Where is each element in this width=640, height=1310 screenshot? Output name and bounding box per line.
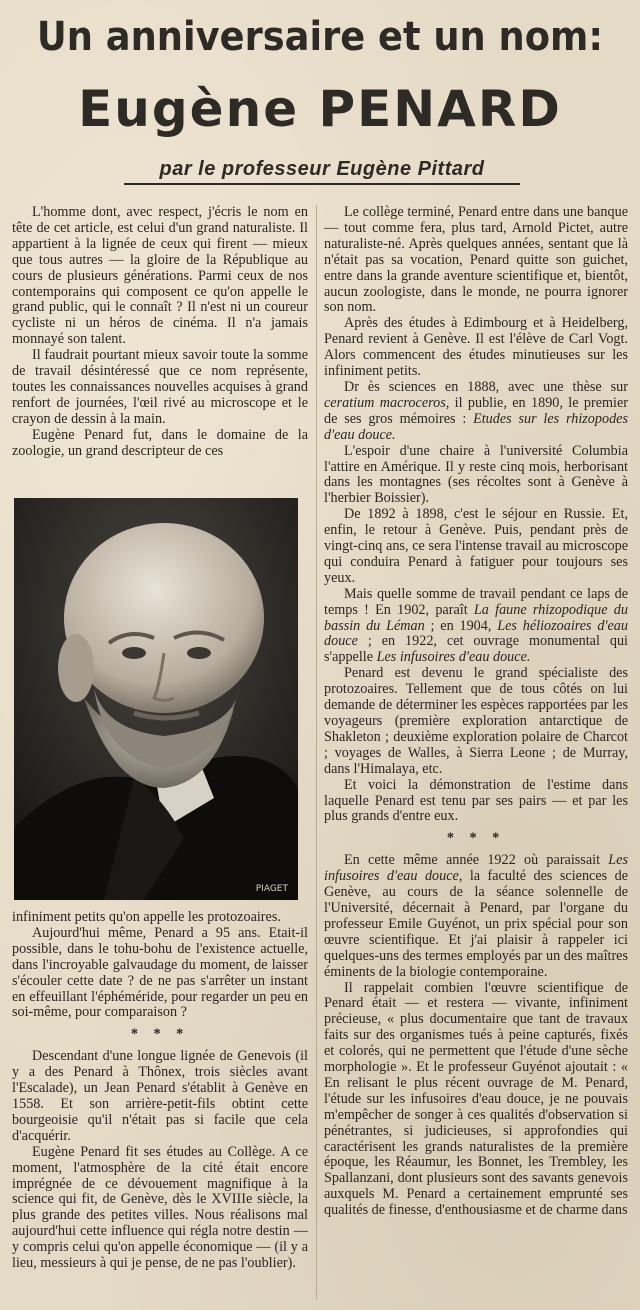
photo-signature: PIAGET xyxy=(255,884,288,894)
italic-title: Les infusoires d'eau douce. xyxy=(376,649,531,666)
paragraph xyxy=(324,587,628,667)
paragraph: Après des études à Edimbourg et à Heidelberg, Penard revient à Genève. Il est l'élève de Carl Vogt. Alors commencent des études minutieuses sur les infiniment petits. xyxy=(324,315,628,380)
paragraph: Descendant d'une longue lignée de Genevois (il y a des Penard à Thônex, trois siècles avant l'Escalade), un Jean Penard s'établit à Genève en 1558. Et son arrière-petit-fils obtint cette bourgeoisie qu'il n'était pas si facile que cela d'acquérir. xyxy=(12,1048,308,1144)
byline: par le professeur Eugène Pittard xyxy=(124,158,520,185)
paragraph: Eugène Penard fit ses études au Collège. A ce moment, l'atmosphère de la cité était encore imprégnée de ce dévouement magnifique à la science qui fit, de Genève, dès le XVIIIe siècle, la plus grande des petites villes. Nous réalisons mal aujourd'hui cette influence qui régla notre destin — y compris celui qu'on appelle économique — (il y a lieu, messieurs à qui je pense, de ne pas l'oublier). xyxy=(12,1143,308,1272)
headline-line-1: Un anniversaire et un nom: xyxy=(36,14,604,60)
italic-title: Les héliozoaires d'eau douce xyxy=(324,617,628,650)
text-run: , la faculté des sciences de Genève, au cours de la séance solennelle de l'Université, décernait à Penard, par l'organe du professeur Emile Guyénot, un prix spécial pour son œuvre scientifique. Et j'ai plaisir à rappeler ici quelques-uns des termes employés par un des maîtres éminents de la biologie contemporaine. xyxy=(324,868,628,980)
paragraph: De 1892 à 1898, c'est le séjour en Russie. Et, enfin, le retour à Genève. Puis, pendant près de vingt-cinq ans, ce sera l'intense travail au microscope qui conduira Penard à fatiguer pour toujours ses yeux. xyxy=(324,506,628,586)
text-run: , il publie, en 1890, le premier de ses gros mémoires : xyxy=(324,394,628,427)
paragraph: L'espoir d'une chaire à l'université Columbia l'attire en Amérique. Il y reste cinq mois, herborisant dans les montagnes (ses récoltes sont à Genève à l'herbier Boissier). xyxy=(324,442,628,507)
paragraph: Eugène Penard fut, dans le domaine de la zoologie, un grand descripteur de ces xyxy=(12,426,308,459)
text-run: ; en 1904, xyxy=(424,617,498,634)
paragraph: Il rappelait combien l'œuvre scientifique de Penard était — et restera — vivante, infiniment précieuse, « plus documentaire que tant de travaux faits sur des organismes tués à peine capturés, fixés et colorés, qui ne permettent que l'étude d'une sèche morphologie ». Et le professeur Guyénot ajoutait : « En relisant le plus récent ouvrage de M. Penard, l'étude sur les infusoires d'eau douce, je ne pouvais m'empêcher de songer à ces qualités d'observation si pénétrantes, si judicieuses, si approfondies qui caractérisent les grands naturalistes de la première époque, les Réaumur, les Bonnet, les Trembley, les Spallanzani, dont plusieurs sont des savants genevois auxquels M. Penard a certainement emprunté ses qualités de finesse, d'enthousiasme et de charme dans xyxy=(324,979,628,1219)
paragraph: Il faudrait pourtant mieux savoir toute la somme de travail désintéressé que ce nom représente, toutes les connaissances nouvelles acquises à grand renfort de journées, l'œil rivé au microscope et le crayon de dessin à la main. xyxy=(12,347,308,427)
portrait-illustration xyxy=(14,498,298,900)
column-rule xyxy=(316,205,317,1300)
paragraph: Le collège terminé, Penard entre dans une banque — tout comme fera, plus tard, Arnold Pictet, autre naturaliste-né. Après quelques années, sentant que là n'était pas sa vocation, Penard quitte son guichet, entre dans la grande aventure scientifique et, bientôt, aucun zoologiste, dans le monde, ne pourra ignorer son nom. xyxy=(324,204,628,316)
section-separator: * * * xyxy=(130,1026,190,1043)
left-column-top xyxy=(12,205,308,460)
right-column xyxy=(324,205,628,1219)
left-column-bottom xyxy=(12,910,308,1272)
italic-title: Etudes sur les rhizopodes d'eau douce. xyxy=(324,410,628,443)
paragraph: Et voici la démonstration de l'estime dans laquelle Penard est tenu par ses pairs — et par les plus grands d'entre eux. xyxy=(324,776,628,825)
portrait-photo xyxy=(14,498,298,900)
text-run: ; en 1922, cet ouvrage monumental qui s'appelle xyxy=(324,633,628,666)
paragraph xyxy=(324,380,628,444)
paragraph: Penard est devenu le grand spécialiste des protozoaires. Tellement que de tous côtés on lui demande de déterminer les espèces rapportées par les voyageurs (première exploration antarctique de Shakleton ; deuxième exploration polaire de Charcot ; voyages de Walles, à Sierra Leone ; de Murray, dans l'Himalaya, etc. xyxy=(324,665,628,777)
paragraph: L'homme dont, avec respect, j'écris le nom en tête de cet article, est celui d'un grand naturaliste. Il appartient à la lignée de ceux qui firent — mieux que tous autres — la gloire de la République au cours de plusieurs générations. Parmi ceux de nos contemporains qui composent ce qu'on appelle le grand public, qui le connaît ? Il n'est ni un coureur cycliste ni un héros de cinéma. Il n'a jamais monnayé son talent. xyxy=(12,204,308,348)
text-run: En cette même année 1922 où paraissait xyxy=(344,852,609,869)
text-run: Mais quelle somme de travail pendant ce laps de temps ! En 1902, paraît xyxy=(324,585,628,618)
italic-title: La faune rhizopodique du bassin du Léman xyxy=(324,601,628,634)
paragraph: Aujourd'hui même, Penard a 95 ans. Etait-il possible, dans le tohu-bohu de l'existence actuelle, dans l'incroyable galvaudage du moment, de laisser s'écouler cette date ? de ne pas s'arrêter un instant en effeuillant l'éphéméride, pour regarder un peu en soi-même, pour comparaison ? xyxy=(12,924,308,1021)
italic-title: ceratium macroceros xyxy=(324,394,446,411)
text-run: Dr ès sciences en 1888, avec une thèse sur xyxy=(344,378,628,395)
paragraph xyxy=(324,853,628,980)
paragraph: infiniment petits qu'on appelle les protozoaires. xyxy=(12,909,281,925)
italic-title: Les infusoires d'eau douce xyxy=(324,852,628,885)
headline-line-2: Eugène PENARD xyxy=(78,80,562,138)
section-separator: * * * xyxy=(446,830,506,847)
